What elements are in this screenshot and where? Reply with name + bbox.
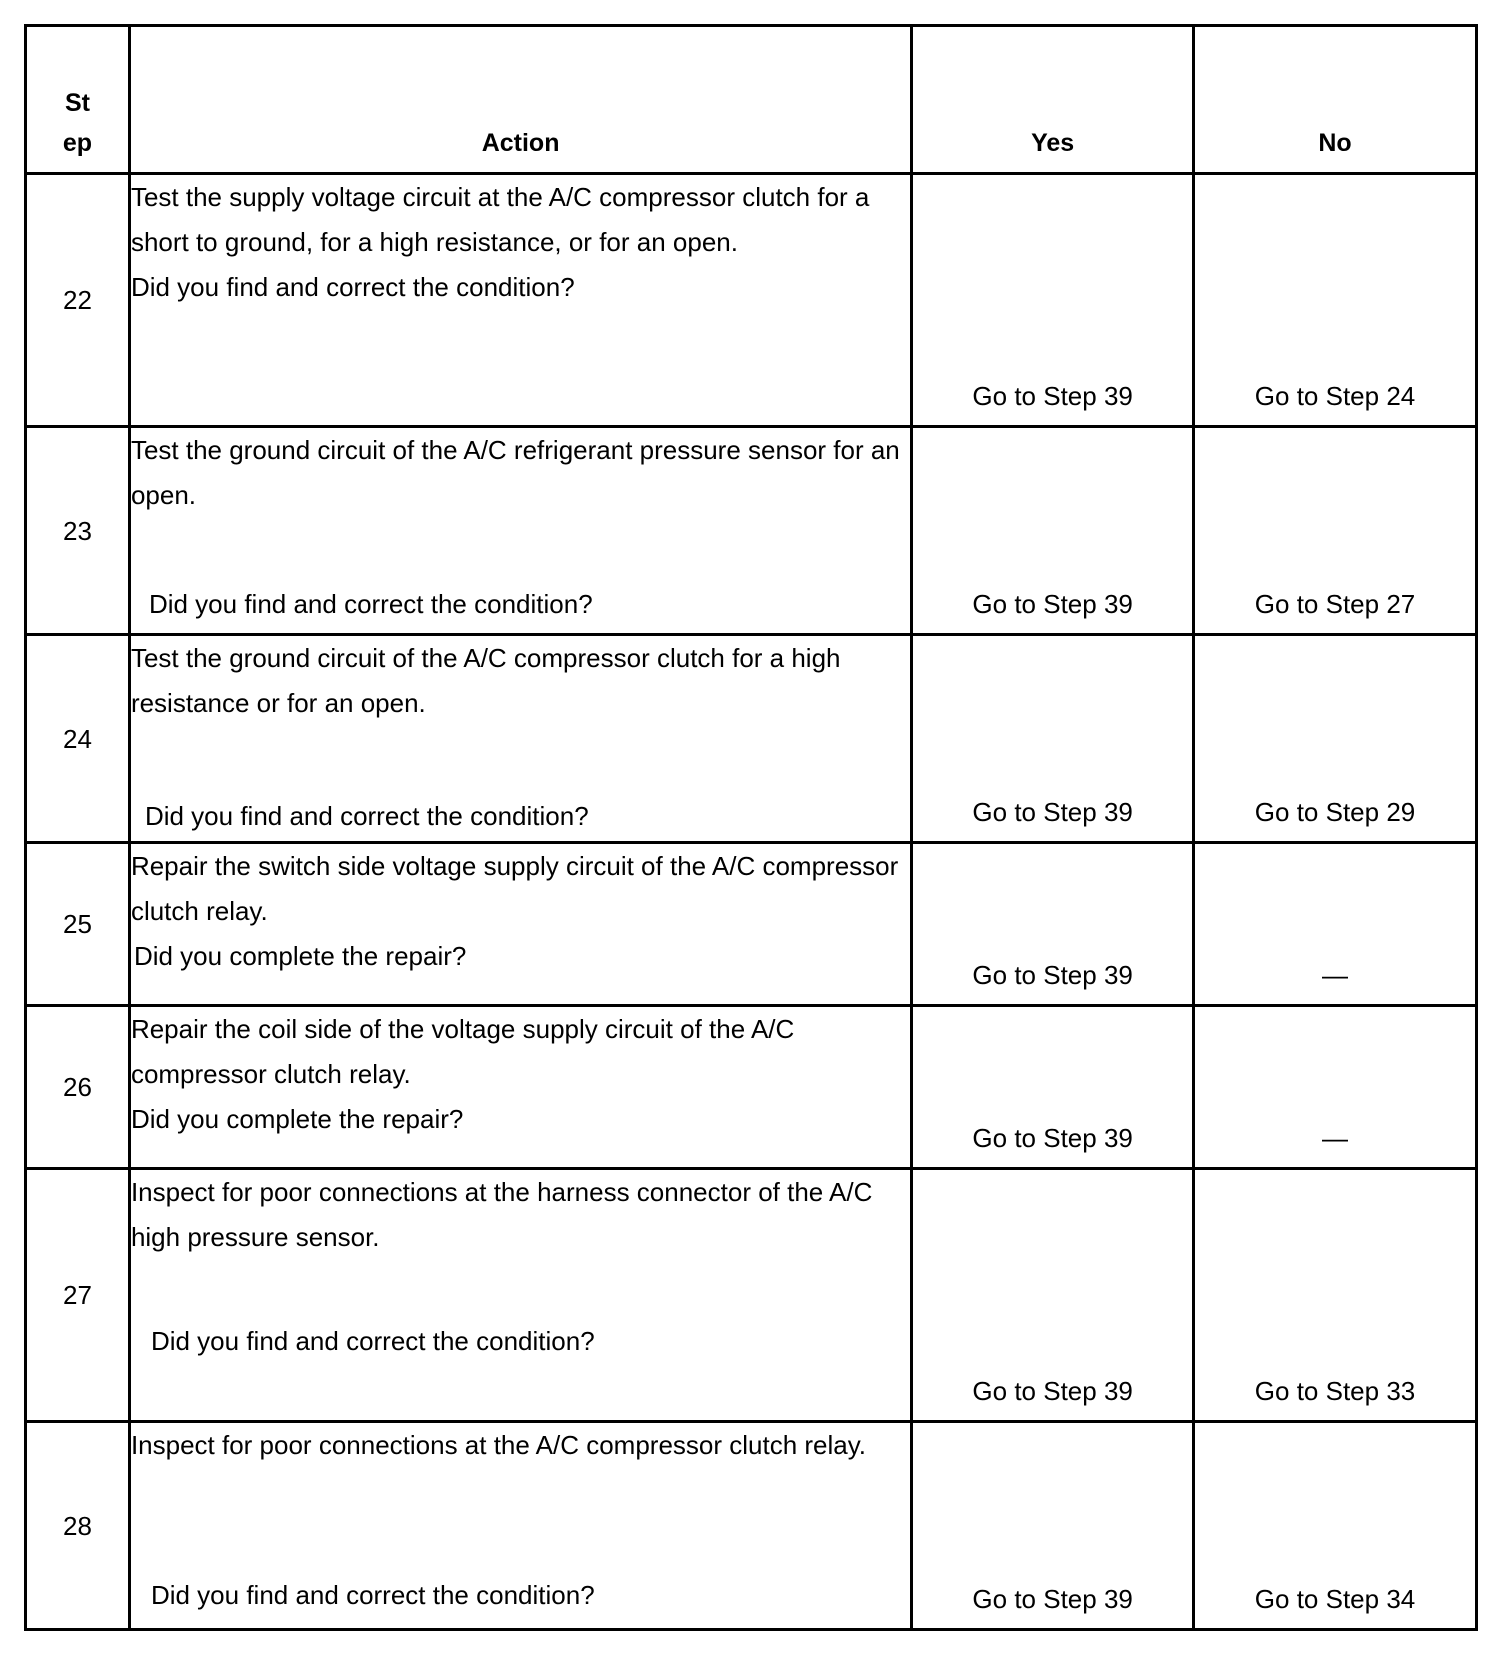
- action-text: Test the supply voltage circuit at the A/C compressor clutch for a short to ground, for a high resistance, or for an open.: [130, 182, 870, 257]
- yes-cell: Go to Step 39: [912, 843, 1194, 1006]
- step-number: 26: [26, 1006, 130, 1169]
- yes-cell: Go to Step 39: [912, 174, 1194, 427]
- no-cell: Go to Step 34: [1194, 1422, 1477, 1630]
- table-row: [26, 843, 1477, 1006]
- action-question: Did you find and correct the condition?: [150, 1326, 595, 1356]
- action-text: Test the ground circuit of the A/C refrigerant pressure sensor for an open.: [130, 435, 900, 510]
- step-number: 28: [26, 1422, 130, 1630]
- step-number: 27: [26, 1169, 130, 1422]
- step-number: 24: [26, 635, 130, 843]
- step-number: 25: [26, 843, 130, 1006]
- column-header-step: St ep: [26, 26, 130, 174]
- no-cell: Go to Step 29: [1194, 635, 1477, 843]
- column-header-action: Action: [129, 26, 911, 174]
- action-cell: [129, 1422, 911, 1630]
- action-text: Test the ground circuit of the A/C compressor clutch for a high resistance or for an open.: [130, 643, 841, 718]
- column-header-yes: Yes: [912, 26, 1194, 174]
- table-row: [26, 427, 1477, 635]
- action-cell: [129, 427, 911, 635]
- table-row: [26, 635, 1477, 843]
- diagnostic-steps-table: [24, 24, 1478, 1631]
- action-question: Did you complete the repair?: [130, 1104, 464, 1134]
- table-header-row: [26, 26, 1477, 174]
- action-question: Did you complete the repair?: [133, 941, 467, 971]
- yes-cell: Go to Step 39: [912, 427, 1194, 635]
- step-number: 23: [26, 427, 130, 635]
- yes-cell: Go to Step 39: [912, 1169, 1194, 1422]
- action-cell: [129, 843, 911, 1006]
- table-row: [26, 1422, 1477, 1630]
- action-cell: [129, 1169, 911, 1422]
- no-cell: Go to Step 33: [1194, 1169, 1477, 1422]
- action-cell: [129, 635, 911, 843]
- action-question: Did you find and correct the condition?: [150, 1580, 595, 1610]
- action-text: Repair the coil side of the voltage supply circuit of the A/C compressor clutch relay.: [130, 1014, 795, 1089]
- yes-cell: Go to Step 39: [912, 1422, 1194, 1630]
- step-number: 22: [26, 174, 130, 427]
- table-row: [26, 1006, 1477, 1169]
- table-row: [26, 174, 1477, 427]
- no-cell: [1194, 1006, 1477, 1169]
- column-header-no: No: [1194, 26, 1477, 174]
- action-question: Did you find and correct the condition?: [130, 272, 575, 302]
- action-cell: [129, 174, 911, 427]
- no-dash: —: [1322, 1123, 1349, 1153]
- no-dash: —: [1322, 960, 1349, 990]
- yes-cell: Go to Step 39: [912, 635, 1194, 843]
- table-row: [26, 1169, 1477, 1422]
- action-cell: [129, 1006, 911, 1169]
- no-cell: [1194, 843, 1477, 1006]
- action-text: Inspect for poor connections at the harness connector of the A/C high pressure sensor.: [130, 1177, 873, 1252]
- no-cell: Go to Step 27: [1194, 427, 1477, 635]
- yes-cell: Go to Step 39: [912, 1006, 1194, 1169]
- action-text: Inspect for poor connections at the A/C compressor clutch relay.: [130, 1430, 867, 1460]
- action-text: Repair the switch side voltage supply circuit of the A/C compressor clutch relay.: [130, 851, 899, 926]
- no-cell: Go to Step 24: [1194, 174, 1477, 427]
- action-question: Did you find and correct the condition?: [144, 801, 589, 831]
- action-question: Did you find and correct the condition?: [148, 589, 593, 619]
